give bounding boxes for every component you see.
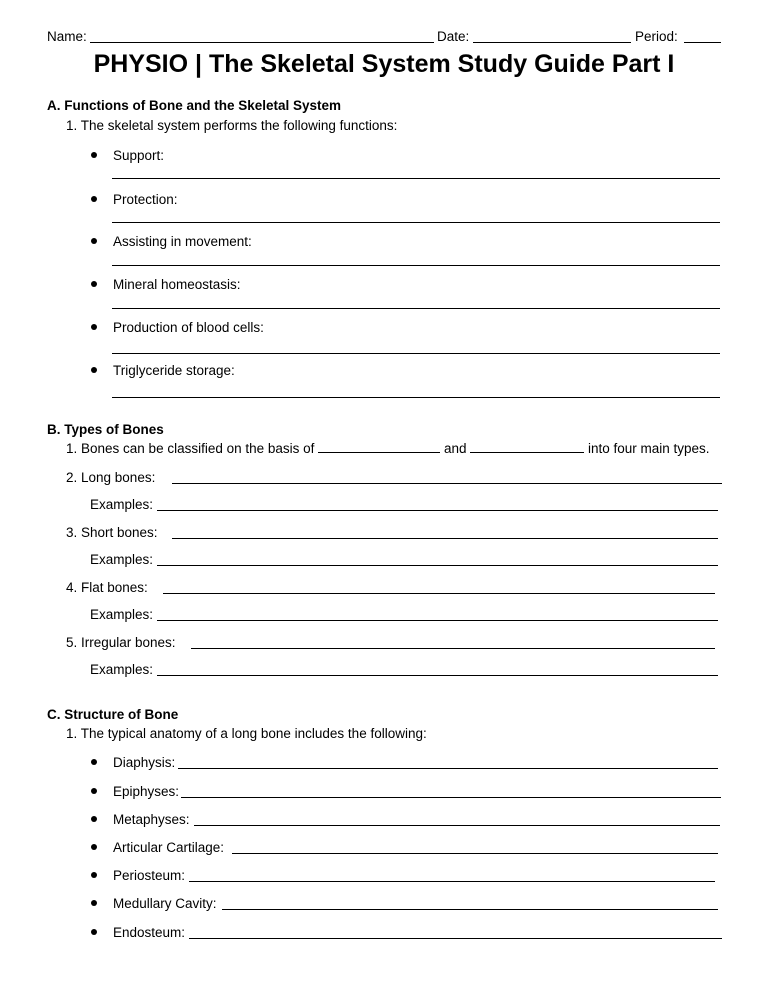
- bullet-icon: [91, 844, 97, 850]
- bullet-icon: [91, 324, 97, 330]
- answer-line[interactable]: [191, 648, 715, 649]
- bullet-item: Mineral homeostasis:: [91, 277, 241, 292]
- bullet-item: Assisting in movement:: [91, 234, 252, 249]
- bullet-icon: [91, 152, 97, 158]
- page-title: PHYSIO | The Skeletal System Study Guide Part I: [93, 50, 675, 78]
- answer-line[interactable]: [112, 178, 720, 179]
- bullet-icon: [91, 872, 97, 878]
- bullet-icon: [91, 929, 97, 935]
- bullet-icon: [91, 816, 97, 822]
- name-label: Name:: [47, 29, 87, 44]
- bullet-item: Epiphyses:: [91, 784, 179, 799]
- period-field[interactable]: [684, 42, 721, 43]
- answer-line[interactable]: [112, 308, 720, 309]
- answer-line[interactable]: [112, 222, 720, 223]
- name-field[interactable]: [90, 42, 434, 43]
- date-label: Date:: [437, 29, 470, 44]
- bullet-item: Support:: [91, 148, 164, 163]
- section-a-question-1: 1. The skeletal system performs the following functions:: [66, 118, 398, 133]
- answer-line[interactable]: [178, 768, 718, 769]
- date-field[interactable]: [473, 42, 631, 43]
- section-b-item: 3. Short bones:: [66, 525, 158, 540]
- examples-label: Examples:: [90, 552, 154, 567]
- bullet-icon: [91, 196, 97, 202]
- answer-line[interactable]: [232, 853, 718, 854]
- section-b-item: 2. Long bones:: [66, 470, 156, 485]
- answer-line[interactable]: [181, 797, 721, 798]
- bullet-icon: [91, 900, 97, 906]
- answer-line[interactable]: [112, 265, 720, 266]
- bullet-item: Diaphysis:: [91, 755, 175, 770]
- examples-label: Examples:: [90, 497, 154, 512]
- answer-line[interactable]: [222, 909, 718, 910]
- bullet-icon: [91, 759, 97, 765]
- examples-label: Examples:: [90, 607, 154, 622]
- answer-line[interactable]: [194, 825, 720, 826]
- section-c-heading: C. Structure of Bone: [47, 707, 179, 722]
- blank-field[interactable]: [470, 441, 584, 453]
- bullet-item: Articular Cartilage:: [91, 840, 224, 855]
- answer-line[interactable]: [172, 538, 718, 539]
- answer-line[interactable]: [157, 620, 718, 621]
- bullet-item: Triglyceride storage:: [91, 363, 235, 378]
- answer-line[interactable]: [172, 483, 722, 484]
- section-b-heading: B. Types of Bones: [47, 422, 164, 437]
- answer-line[interactable]: [163, 593, 715, 594]
- bullet-item: Endosteum:: [91, 925, 185, 940]
- section-c-question-1: 1. The typical anatomy of a long bone includes the following:: [66, 726, 427, 741]
- bullet-item: Production of blood cells:: [91, 320, 264, 335]
- bullet-icon: [91, 367, 97, 373]
- answer-line[interactable]: [112, 353, 720, 354]
- examples-label: Examples:: [90, 662, 154, 677]
- answer-line[interactable]: [157, 565, 718, 566]
- answer-line[interactable]: [157, 675, 718, 676]
- blank-field[interactable]: [318, 441, 440, 453]
- section-a-heading: A. Functions of Bone and the Skeletal System: [47, 98, 342, 113]
- section-b-question-1: 1. Bones can be classified on the basis of and into four main types.: [66, 441, 710, 456]
- bullet-icon: [91, 238, 97, 244]
- bullet-icon: [91, 281, 97, 287]
- answer-line[interactable]: [157, 510, 718, 511]
- bullet-item: Metaphyses:: [91, 812, 190, 827]
- period-label: Period:: [635, 29, 678, 44]
- answer-line[interactable]: [112, 397, 720, 398]
- bullet-item: Medullary Cavity:: [91, 896, 217, 911]
- section-b-item: 5. Irregular bones:: [66, 635, 176, 650]
- section-b-item: 4. Flat bones:: [66, 580, 148, 595]
- answer-line[interactable]: [189, 938, 722, 939]
- bullet-icon: [91, 788, 97, 794]
- answer-line[interactable]: [189, 881, 715, 882]
- bullet-item: Periosteum:: [91, 868, 185, 883]
- bullet-item: Protection:: [91, 192, 178, 207]
